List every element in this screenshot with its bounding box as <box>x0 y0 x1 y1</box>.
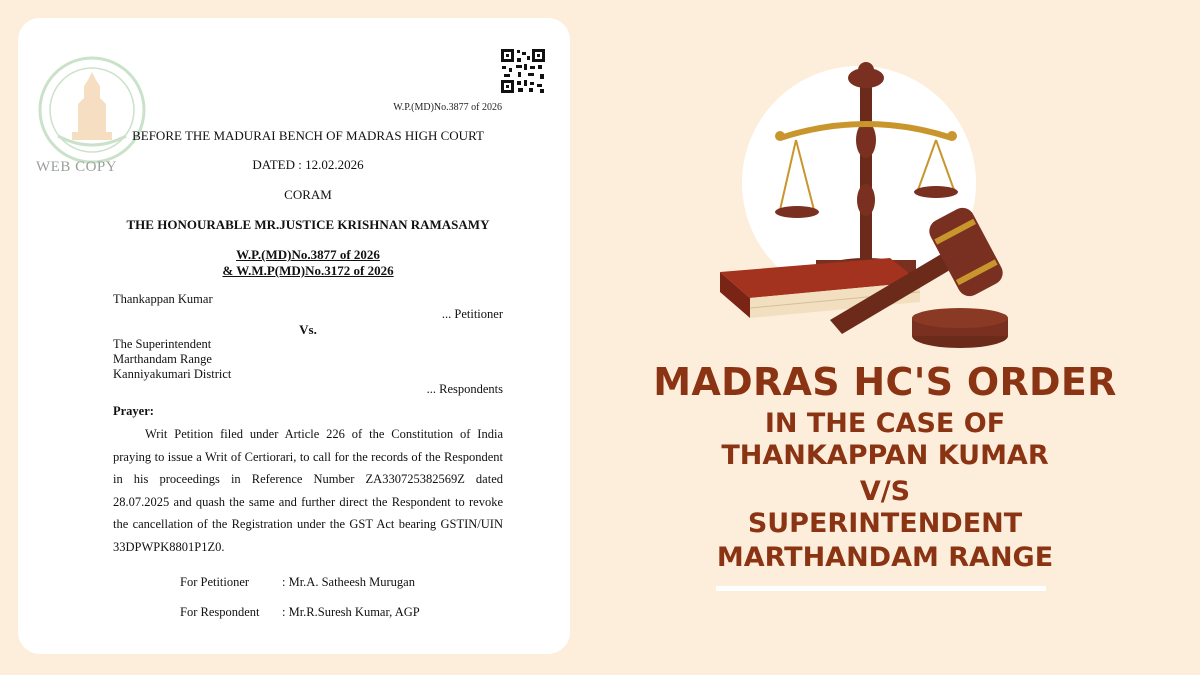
headline-line: V/S <box>859 476 911 507</box>
court-seal-icon <box>32 54 152 166</box>
reference-number-top: W.P.(MD)No.3877 of 2026 <box>393 102 502 113</box>
headline-line: SUPERINTENDENT <box>747 508 1023 539</box>
headline-main: MADRAS HC'S ORDER <box>653 360 1117 404</box>
headline-line: MARTHANDAM RANGE <box>716 542 1054 573</box>
respondent-line: Kanniyakumari District <box>113 367 232 381</box>
respondent-line: The Superintendent <box>113 337 212 351</box>
qr-code-icon <box>500 48 546 94</box>
respondent-label: ... Respondents <box>426 382 503 396</box>
document-card <box>18 18 570 654</box>
coram-heading: CORAM <box>284 187 332 202</box>
versus-label: Vs. <box>299 322 317 337</box>
justice-scale-icon <box>710 50 1030 360</box>
prayer-text: Writ Petition filed under Article 226 of the Constitution of India praying to issue a Writ of Certiorari, to call for the records of the Respondent in his proceedings in Reference Number ZA330725382569Z dated 28.07.2025 and quash the same and further direct the Respondent to revoke the cancellation of the Registration under the GST Act bearing GSTIN/UIN 33DPWPK8801P1Z0. <box>113 427 503 554</box>
judge-name: THE HONOURABLE MR.JUSTICE KRISHNAN RAMASAMY <box>126 217 490 232</box>
order-date: DATED : 12.02.2026 <box>252 157 364 172</box>
counsel-value-respondent: : Mr.R.Suresh Kumar, AGP <box>282 605 420 619</box>
petitioner-label: ... Petitioner <box>441 307 503 321</box>
court-title: BEFORE THE MADURAI BENCH OF MADRAS HIGH COURT <box>132 128 484 143</box>
petitioner-name: Thankappan Kumar <box>113 292 213 306</box>
headline-panel <box>570 0 1200 675</box>
headline-underline <box>716 586 1046 591</box>
case-number-secondary: & W.M.P(MD)No.3172 of 2026 <box>222 263 394 278</box>
prayer-heading: Prayer: <box>113 404 154 418</box>
case-number-primary: W.P.(MD)No.3877 of 2026 <box>236 247 380 262</box>
respondent-line: Marthandam Range <box>113 352 212 366</box>
watermark-text: WEB COPY <box>36 159 118 175</box>
headline-line: THANKAPPAN KUMAR <box>721 440 1049 471</box>
counsel-label-petitioner: For Petitioner <box>180 575 250 589</box>
headline-line: IN THE CASE OF <box>764 408 1006 439</box>
counsel-value-petitioner: : Mr.A. Satheesh Murugan <box>282 575 415 589</box>
counsel-label-respondent: For Respondent <box>180 605 260 619</box>
